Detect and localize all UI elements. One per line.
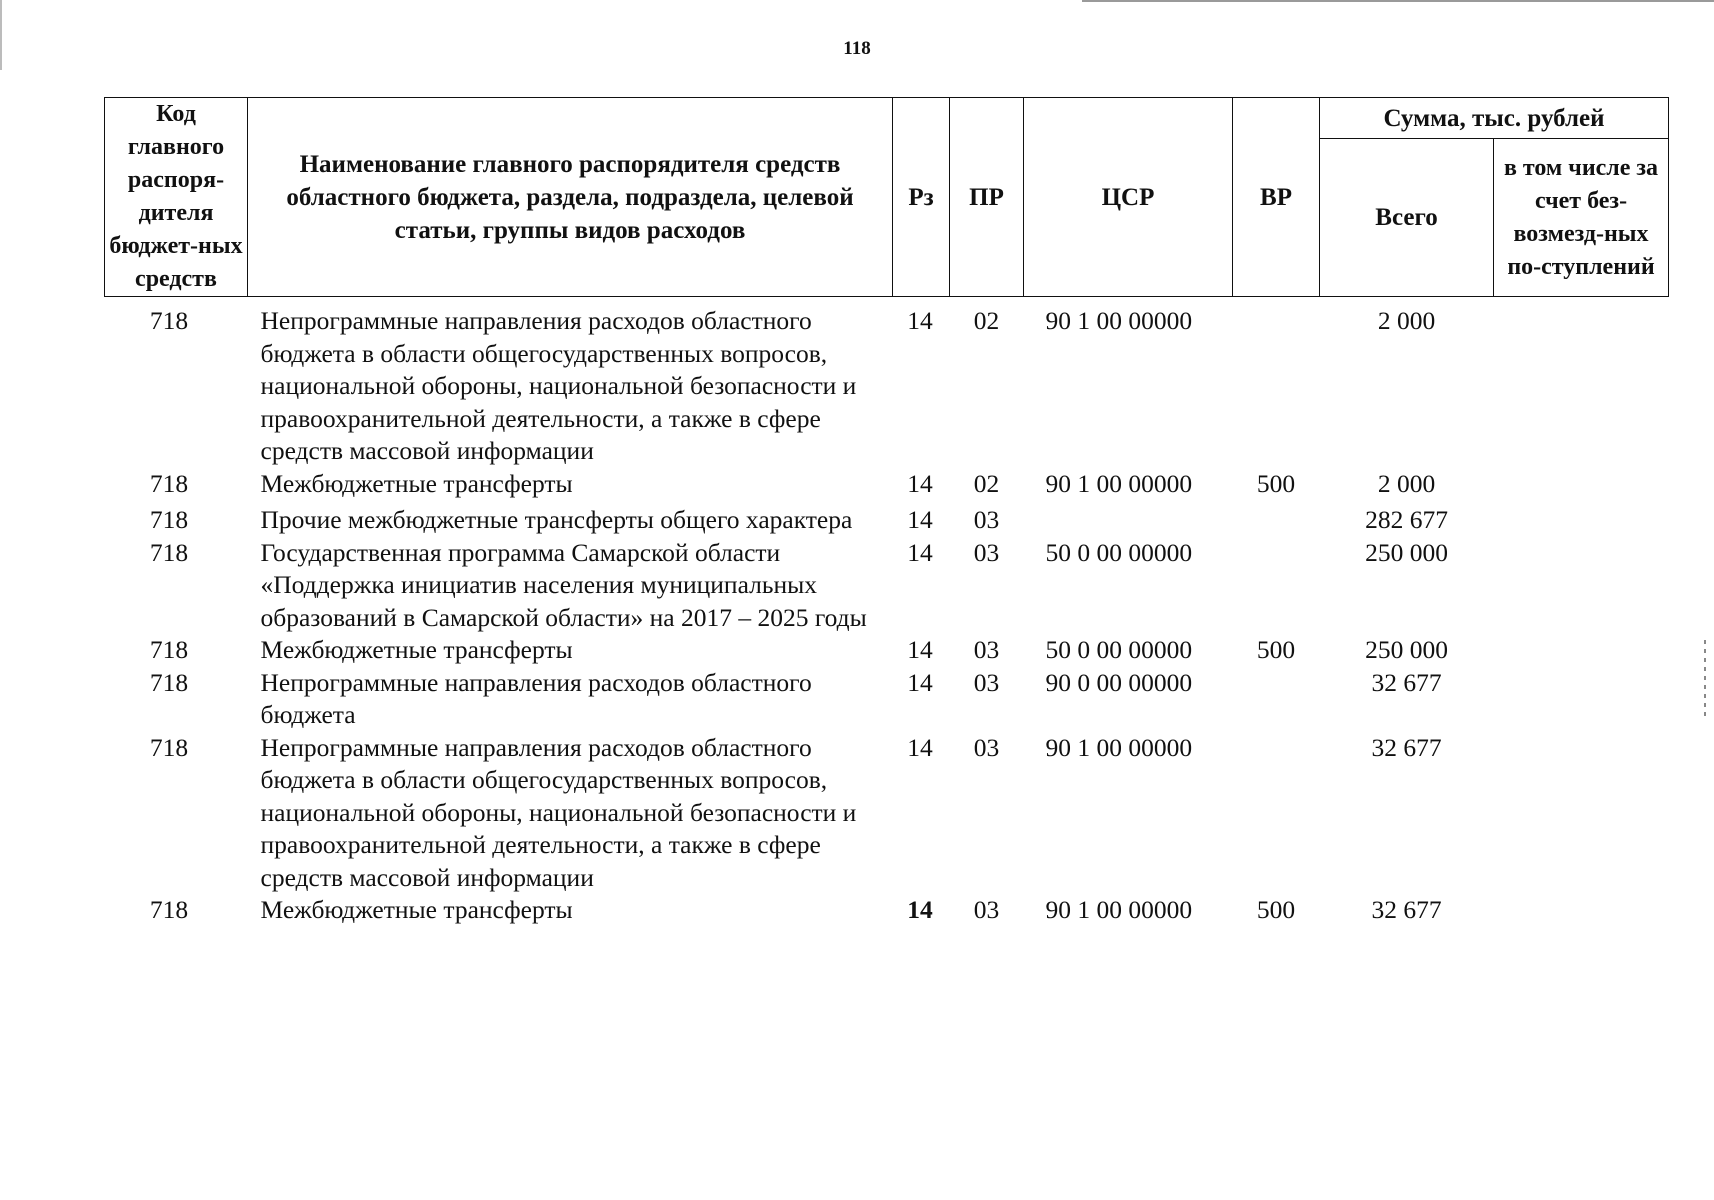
cell-rz: 14	[907, 468, 933, 498]
cell-total: 250 000	[1365, 537, 1448, 567]
header-pr: ПР	[950, 98, 1024, 297]
cell-csr: 50 0 00 00000	[1045, 635, 1193, 664]
cell-free	[1494, 732, 1669, 895]
cell-name: Непрограммные направления расходов областного бюджета в области общегосударственных вопросов, национальной обороны, национальной безопасности и правоохранительной деятельности, а также в сфере средств массовой информации	[260, 306, 857, 465]
cell-total: 32 677	[1371, 895, 1442, 924]
cell-vr: 500	[1256, 468, 1296, 498]
cell-name: Прочие межбюджетные трансферты общего характера	[260, 505, 853, 534]
cell-vr	[1233, 667, 1320, 732]
cell-rz: 14	[907, 635, 933, 664]
cell-code: 718	[149, 667, 189, 697]
cell-rz: 14	[907, 895, 933, 924]
cell-name: Межбюджетные трансферты	[260, 468, 573, 498]
cell-pr: 03	[973, 537, 1000, 567]
cell-pr: 02	[973, 468, 1000, 498]
cell-free	[1494, 297, 1669, 468]
cell-name: Непрограммные направления расходов областного бюджета в области общегосударственных вопросов, национальной обороны, национальной безопасности и правоохранительной деятельности, а также в сфере средств массовой информации	[260, 732, 857, 892]
cell-vr	[1233, 297, 1320, 468]
cell-total: 250 000	[1365, 635, 1448, 664]
cell-pr: 03	[973, 635, 1000, 664]
cell-name: Непрограммные направления расходов областного бюджета	[260, 667, 812, 729]
cell-csr: 90 1 00 00000	[1045, 895, 1193, 924]
cell-pr: 03	[973, 667, 1000, 697]
cell-vr	[1233, 537, 1320, 635]
page-number: 118	[843, 38, 871, 59]
cell-total: 282 677	[1365, 505, 1448, 534]
table-row	[105, 468, 1669, 501]
header-name: Наименование главного распорядителя средств областного бюджета, раздела, подраздела, целевой статьи, группы видов расходов	[248, 98, 893, 297]
cell-pr: 03	[973, 505, 1000, 534]
budget-expenditure-table	[104, 97, 1669, 927]
cell-free	[1494, 894, 1669, 927]
table-row	[105, 667, 1669, 732]
cell-total: 2 000	[1377, 306, 1436, 335]
header-csr: ЦСР	[1024, 98, 1233, 297]
cell-total: 2 000	[1377, 468, 1436, 498]
cell-code: 718	[149, 635, 189, 664]
table-row	[105, 500, 1669, 537]
cell-csr: 50 0 00 00000	[1045, 537, 1193, 567]
cell-total: 32 677	[1371, 732, 1442, 762]
cell-rz: 14	[907, 306, 933, 335]
cell-total: 32 677	[1371, 667, 1442, 697]
cell-vr: 500	[1256, 635, 1296, 664]
header-total: Всего	[1320, 139, 1494, 297]
cell-csr: 90 1 00 00000	[1045, 468, 1193, 498]
table-body	[105, 297, 1669, 927]
cell-code: 718	[149, 468, 189, 498]
cell-free	[1494, 500, 1669, 537]
header-rz: Рз	[893, 98, 950, 297]
cell-vr: 500	[1256, 895, 1296, 924]
cell-csr: 90 1 00 00000	[1045, 732, 1193, 762]
cell-csr: 90 1 00 00000	[1045, 306, 1193, 335]
cell-code: 718	[149, 505, 189, 534]
header-code: Код главного распоря-дителя бюджет-ных средств	[105, 98, 248, 297]
cell-free	[1494, 667, 1669, 732]
cell-rz: 14	[907, 732, 933, 762]
cell-pr: 02	[973, 306, 1000, 335]
cell-code: 718	[149, 732, 189, 762]
cell-free	[1494, 468, 1669, 501]
cell-pr: 03	[973, 732, 1000, 762]
cell-name: Межбюджетные трансферты	[260, 635, 573, 664]
cell-csr: 90 0 00 00000	[1045, 667, 1193, 697]
cell-rz: 14	[907, 537, 933, 567]
cell-free	[1494, 634, 1669, 667]
cell-rz: 14	[907, 505, 933, 534]
cell-free	[1494, 537, 1669, 635]
table-header	[105, 98, 1669, 297]
scan-artifact-right-ticks	[1704, 640, 1706, 720]
table-row	[105, 297, 1669, 468]
header-free: в том числе за счет без-возмезд-ных по-ступлений	[1494, 139, 1669, 297]
scan-artifact-top-line	[1082, 0, 1714, 2]
cell-name: Межбюджетные трансферты	[260, 895, 573, 924]
table-row	[105, 537, 1669, 635]
cell-pr: 03	[973, 895, 1000, 924]
table-row	[105, 894, 1669, 927]
cell-rz: 14	[907, 667, 933, 697]
cell-name: Государственная программа Самарской области «Поддержка инициатив населения муниципальных образований в Самарской области» на 2017 – 2025 годы	[260, 537, 867, 632]
cell-code: 718	[149, 306, 189, 335]
cell-vr	[1233, 732, 1320, 895]
cell-code: 718	[149, 895, 189, 924]
header-vr: ВР	[1233, 98, 1320, 297]
cell-code: 718	[149, 537, 189, 567]
table-row	[105, 634, 1669, 667]
header-sum-group: Сумма, тыс. рублей	[1320, 98, 1669, 139]
cell-vr	[1233, 500, 1320, 537]
table-row	[105, 732, 1669, 895]
cell-csr	[1024, 500, 1233, 537]
